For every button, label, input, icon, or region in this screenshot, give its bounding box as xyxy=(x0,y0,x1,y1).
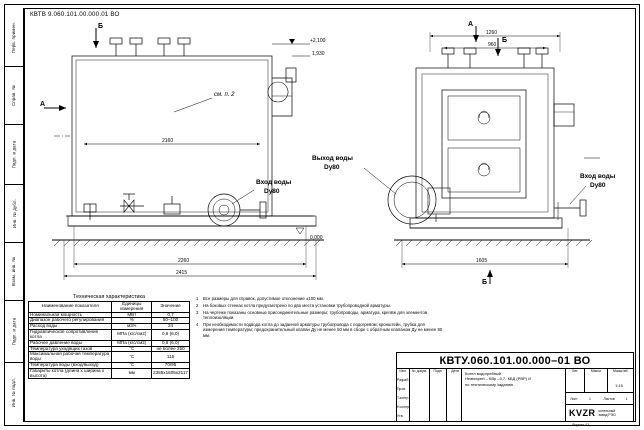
sheet-info xyxy=(566,393,634,405)
specs-cell-unit: м3/ч xyxy=(112,324,152,330)
specs-header-cell: Наименование показателя xyxy=(29,302,112,313)
water-inlet-left-label-2: Dy80 xyxy=(264,188,280,195)
margin-cell xyxy=(4,242,24,300)
specs-cell-name: Габариты котла (длина х ширина х высота) xyxy=(29,368,112,379)
dim-2260: 2260 xyxy=(178,258,190,264)
mass-header: Масса xyxy=(585,369,608,392)
specs-header-cell: Единицы измерения xyxy=(112,302,152,313)
specs-cell-name: Рабочее давление воды xyxy=(29,340,112,346)
water-outlet-label-1: Выход воды xyxy=(312,155,353,162)
scale-value-box xyxy=(604,378,634,393)
dim-2415: 2415 xyxy=(176,270,188,276)
specs-cell-name: Номинальная мощность xyxy=(29,312,112,318)
elevation-zero: 0,000 xyxy=(310,235,323,241)
role-label: Утв. xyxy=(397,414,404,418)
specs-table xyxy=(28,301,190,379)
margin-cell xyxy=(4,124,24,184)
water-outlet-label-2: Dy80 xyxy=(324,164,340,171)
table-row xyxy=(29,368,190,379)
sheets-label: Листов xyxy=(603,396,615,401)
notes-block xyxy=(196,296,446,340)
margin-label: Взам. инв. № xyxy=(11,256,17,287)
title-line-3: по техническому заданию xyxy=(465,381,514,387)
drawing-svg xyxy=(24,8,636,288)
specs-cell-unit: % xyxy=(112,318,152,324)
margin-label: Подп. и дата xyxy=(11,317,17,346)
designation-code: КВТУ.060.101.00.000–01 ВО xyxy=(439,354,591,367)
specs-cell-value: 2385х1605х2117 xyxy=(152,368,190,379)
note-text: На боковых стенках котла предусмотрено по два места установки трубопроводной арматуры. xyxy=(203,302,391,308)
role-label: Пров. xyxy=(397,387,406,391)
drawing-area xyxy=(24,8,636,288)
elevation-top: +2,100 xyxy=(310,38,326,44)
role-label: Н.контр. xyxy=(397,405,411,409)
note-item: 3 На чертеже показаны основные присоединительные размеры; трубопроводы, арматура, крепёж для элементов теплоизоляции. xyxy=(196,310,446,321)
margin-cell xyxy=(4,362,24,422)
note-text: При необходимости подвода котла до заданной арматуры трубопровода с подогревом; кронштейн, трубка для измерения температуры; предохранительный клапан Ду не менее 50 мм в сборе с обратным клапаном Ду не менее 80 мм. xyxy=(203,321,443,338)
water-inlet-left-label-1: Вход воды xyxy=(256,179,292,186)
specs-cell-name: Расход воды xyxy=(29,324,112,330)
water-inlet-right-label-1: Вход воды xyxy=(580,173,616,180)
scale-header: Масштаб xyxy=(613,369,628,373)
water-inlet-right-label-2: Dy80 xyxy=(590,182,606,189)
designation-box xyxy=(396,352,634,369)
note-item: 2 На боковых стенках котла предусмотрено по два места установки трубопроводной арматуры. xyxy=(196,302,391,308)
specs-cell-unit: мм xyxy=(112,368,152,379)
margin-cell xyxy=(4,8,24,66)
dim-1260: 1260 xyxy=(486,30,498,36)
note-item: 4 При необходимости подвода котла до заданной арматуры трубопровода с подогревом; кронштейн, трубка для измерения температуры; предохранительный клапан Ду не менее 50 мм в сборе с обратным клапаном Ду не менее 80 мм. xyxy=(196,322,446,338)
margin-label: Инв. № дубл. xyxy=(11,198,17,229)
specs-cell-name: Температура воды (вход/выход) xyxy=(29,362,112,368)
table-row xyxy=(29,330,190,341)
specs-cell-name: Температура уходящих газов xyxy=(29,346,112,352)
specs-cell-value: 0,6 (6,0) xyxy=(152,340,190,346)
margin-cell xyxy=(4,66,24,124)
note-ref-label: см. п. 2 xyxy=(214,92,235,98)
margin-label: Справ. № xyxy=(11,84,17,107)
margin-label: Подп. и дата xyxy=(11,140,17,169)
specs-cell-value: 115 xyxy=(152,352,190,363)
sheets-value: 1 xyxy=(625,396,628,401)
sheet-label: Лист xyxy=(570,396,578,401)
specs-block xyxy=(28,294,190,379)
section-label-b-left: Б xyxy=(98,23,104,30)
scale-value: 1:15 xyxy=(615,383,623,388)
section-label-a-left: А xyxy=(40,101,46,108)
title-line-2: Heatexpert – КВр –0,7- КБД (РВР) И xyxy=(465,376,532,382)
sheet-top-code: КВТВ 9.060.101.00.000.01 ВО xyxy=(30,11,120,18)
title-text-box xyxy=(462,369,566,422)
role-label: Т.контр. xyxy=(397,396,410,400)
section-label-b-bottom: Б xyxy=(482,279,488,286)
title-line-1: Котел водогрейный xyxy=(465,371,502,376)
col-header: Дата xyxy=(451,369,459,373)
specs-cell-unit: °С xyxy=(112,352,152,363)
specs-cell-value: 70/95 xyxy=(152,362,190,368)
specs-cell-value: 0,7 xyxy=(152,312,190,318)
roles-list xyxy=(396,378,462,422)
left-margin-strip xyxy=(4,8,24,422)
specs-header-cell: Значение xyxy=(152,302,190,313)
col-header: Подп. xyxy=(433,369,443,373)
note-text: Все размеры для справок, допустимое отклонение ±100 мм. xyxy=(203,296,324,301)
specs-cell-name: Максимальная рабочая температура воды xyxy=(29,352,112,363)
company-line-2: завод РЭО xyxy=(598,413,616,417)
margin-label: Инв. № подл. xyxy=(11,377,17,408)
company-box xyxy=(566,405,634,422)
table-row xyxy=(29,352,190,363)
dim-1605: 1605 xyxy=(476,258,488,264)
format-label: Формат А3 xyxy=(572,423,590,427)
specs-cell-value: 50–100 xyxy=(152,318,190,324)
specs-cell-name: Гидравлическое сопротивление котла xyxy=(29,330,112,341)
section-label-b-right: Б xyxy=(502,37,508,44)
sheet-value: 1 xyxy=(588,396,591,401)
specs-cell-value: 24 xyxy=(152,324,190,330)
margin-cell xyxy=(4,184,24,242)
section-label-a-right: А xyxy=(468,21,474,28)
specs-title: Техническая характеристика xyxy=(72,294,146,300)
specs-cell-unit: °С xyxy=(112,362,152,368)
dim-960: 960 xyxy=(488,42,497,48)
specs-header-row xyxy=(29,302,190,313)
specs-cell-unit: МПа (кгс/см2) xyxy=(112,340,152,346)
role-label: Разраб. xyxy=(397,378,410,382)
col-header: Изм. xyxy=(399,369,407,373)
note-text: На чертеже показаны основные присоединительные размеры; трубопроводы, арматура, крепёж для элементов теплоизоляции. xyxy=(203,309,428,321)
margin-cell xyxy=(4,300,24,362)
specs-cell-unit: МПа (кгс/см2) xyxy=(112,330,152,341)
elevation-mid: 1,930 xyxy=(312,51,325,57)
specs-cell-unit: °С xyxy=(112,346,152,352)
specs-cell-unit: МВт xyxy=(112,312,152,318)
specs-cell-name: Диапазон рабочего регулирования xyxy=(29,318,112,324)
lit-header: Лит. xyxy=(566,369,585,392)
margin-label: Перв. примен. xyxy=(11,21,17,53)
col-header: № докум. xyxy=(412,369,427,373)
dim-2160: 2160 xyxy=(162,138,174,144)
company-line-1: котельный xyxy=(598,409,616,413)
note-item: 1 Все размеры для справок, допустимое отклонение ±100 мм. xyxy=(196,296,324,301)
specs-cell-value: 0,6 (6,0) xyxy=(152,330,190,341)
title-block xyxy=(396,352,634,427)
specs-cell-value: не более 250 xyxy=(152,346,190,352)
company-logo: KVZR xyxy=(569,408,596,418)
